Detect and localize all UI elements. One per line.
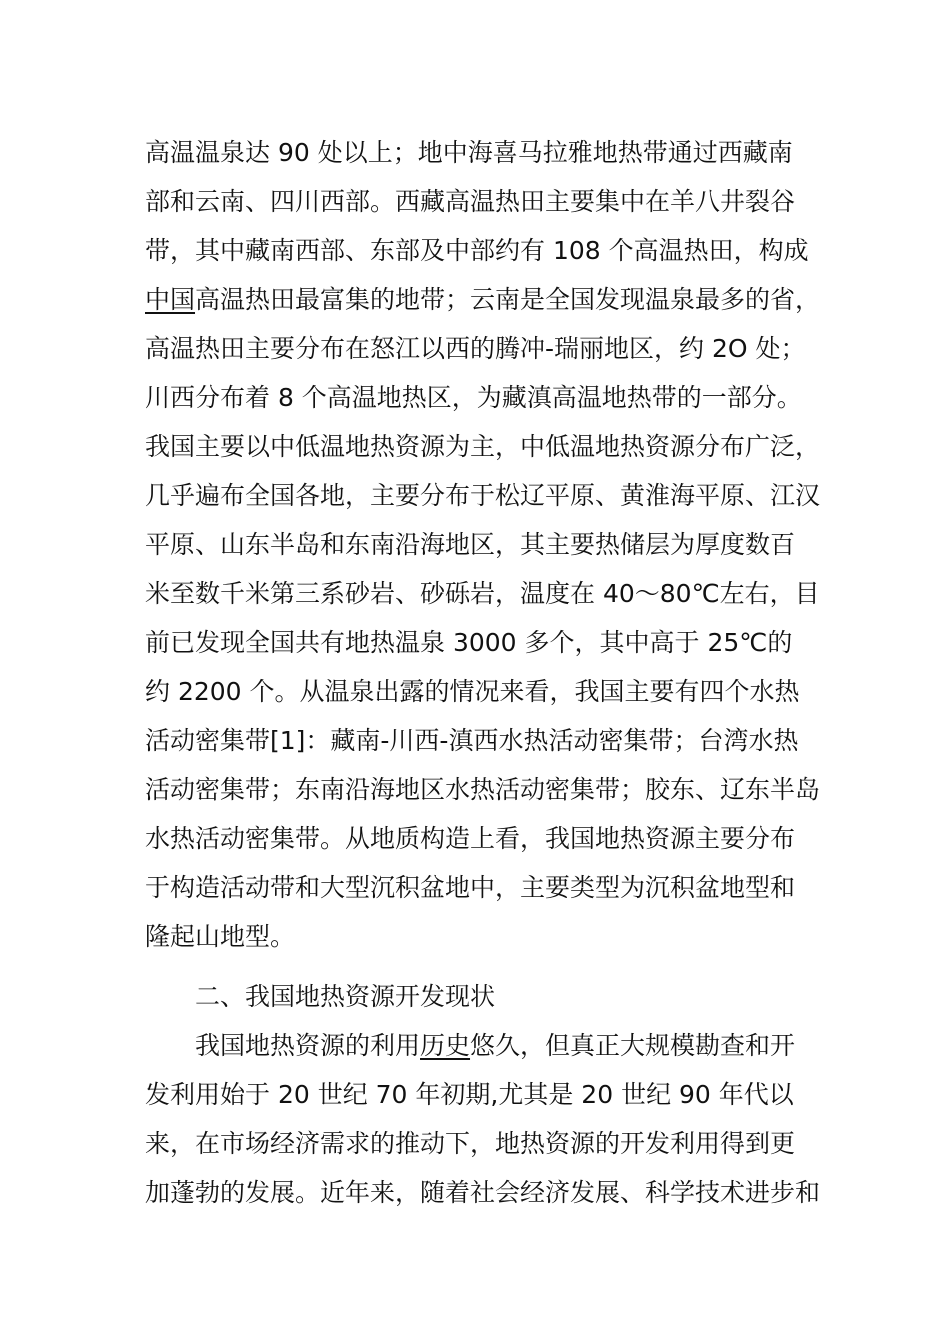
paragraph-line — [195, 1029, 795, 1063]
paragraph-line: 活动密集带[1]：藏南-川西-滇西水热活动密集带；台湾水热 — [145, 726, 799, 755]
history-link[interactable]: 历史 — [420, 1031, 471, 1060]
paragraph-line: 川西分布着 8 个高温地热区，为藏滇高温地热带的一部分。 — [145, 383, 802, 412]
paragraph-line: 约 2200 个。从温泉出露的情况来看，我国主要有四个水热 — [145, 677, 800, 706]
paragraph-line: 部和云南、四川西部。西藏高温热田主要集中在羊八井裂谷 — [145, 187, 796, 216]
paragraph-line: 活动密集带；东南沿海地区水热活动密集带；胶东、辽东半岛 — [145, 775, 821, 804]
line-text: 悠久，但真正大规模勘查和开 — [470, 1031, 796, 1060]
paragraph-line: 几乎遍布全国各地，主要分布于松辽平原、黄淮海平原、江汉 — [145, 481, 821, 510]
paragraph-line: 前已发现全国共有地热温泉 3000 多个，其中高于 25℃的 — [145, 628, 793, 657]
paragraph-line: 我国主要以中低温地热资源为主，中低温地热资源分布广泛， — [145, 432, 821, 461]
paragraph-line: 发利用始于 20 世纪 70 年初期,尤其是 20 世纪 90 年代以 — [145, 1080, 794, 1109]
line-text: 我国地热资源的利用 — [195, 1031, 421, 1060]
paragraph-line: 带，其中藏南西部、东部及中部约有 108 个高温热田，构成 — [145, 236, 809, 265]
section-heading: 二、我国地热资源开发现状 — [195, 982, 496, 1011]
paragraph-line: 高温温泉达 90 处以上；地中海喜马拉雅地热带通过西藏南 — [145, 138, 793, 167]
paragraph-line: 来，在市场经济需求的推动下，地热资源的开发利用得到更 — [145, 1129, 796, 1158]
line-text: 高温热田最富集的地带；云南是全国发现温泉最多的省， — [195, 285, 821, 314]
paragraph-line: 隆起山地型。 — [145, 922, 296, 951]
paragraph-line: 平原、山东半岛和东南沿海地区，其主要热储层为厚度数百 — [145, 530, 796, 559]
paragraph-line: 米至数千米第三系砂岩、砂砾岩，温度在 40～80℃左右，目 — [145, 579, 820, 608]
paragraph-line: 水热活动密集带。从地质构造上看，我国地热资源主要分布 — [145, 824, 796, 853]
paragraph-line: 于构造活动带和大型沉积盆地中，主要类型为沉积盆地型和 — [145, 873, 796, 902]
paragraph-line: 高温热田主要分布在怒江以西的腾冲-瑞丽地区，约 2O 处； — [145, 334, 806, 363]
paragraph-line — [145, 283, 820, 317]
china-link[interactable]: 中国 — [145, 285, 196, 314]
paragraph-line: 加蓬勃的发展。近年来，随着社会经济发展、科学技术进步和 — [145, 1178, 821, 1207]
